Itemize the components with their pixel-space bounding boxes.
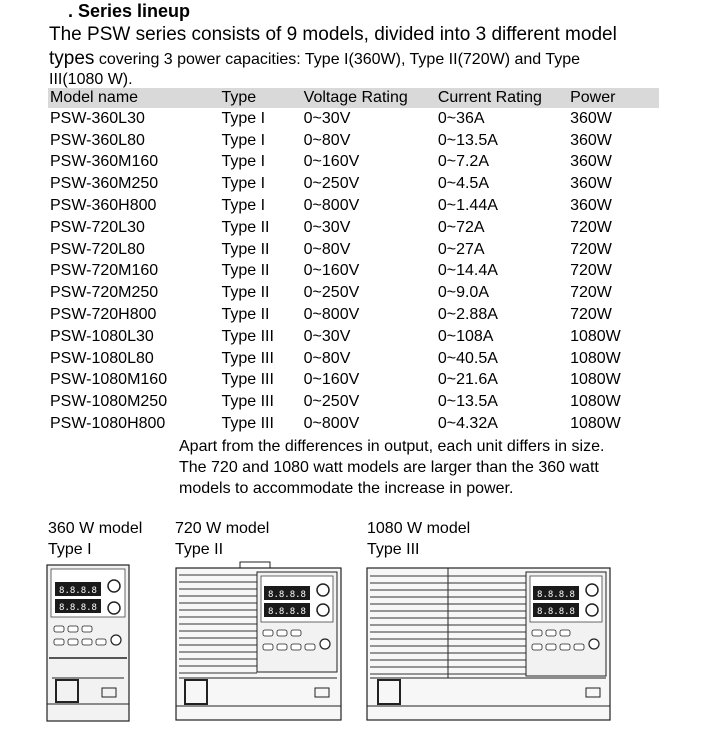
model-name-cell: PSW-360M250 [50,175,159,193]
current-rating-cell: 0~7.2A [437,153,489,171]
model-name-cell: PSW-360M160 [50,153,159,171]
note-line: Apart from the differences in output, each unit differs in size. [179,438,605,455]
type-cell: Type II [221,240,270,258]
power-cell: 360W [570,153,612,171]
type-cell: Type II [221,306,270,324]
power-cell: 1080W [570,371,621,389]
type-cell: Type III [221,349,274,367]
header-current-rating: Current Rating [437,89,542,106]
model-type-label: Type III [367,541,420,558]
type-cell: Type II [221,218,270,236]
type-cell: Type III [221,415,274,433]
table-header-row [48,88,659,108]
voltage-rating-cell: 0~160V [303,153,360,171]
intro-line-1: The PSW series consists of 9 models, divided into 3 different model [49,24,617,45]
type-cell: Type III [221,393,274,411]
model-type-label: Type II [175,541,224,558]
type-cell: Type I [221,109,266,127]
svg-text:8.8.8.8: 8.8.8.8 [537,590,575,600]
type-cell: Type II [221,284,270,302]
type-cell: Type I [221,131,266,149]
intro-paragraph [49,23,674,87]
model-name-cell: PSW-720M160 [50,262,159,280]
power-cell: 1080W [570,349,621,367]
voltage-rating-cell: 0~250V [303,393,360,411]
model-name-cell: PSW-360H800 [50,197,157,215]
model-name-cell: PSW-360L80 [50,131,145,149]
model-label-720 [175,518,269,560]
table-row [48,326,659,348]
current-rating-cell: 0~40.5A [437,349,498,367]
model-watt-label: 720 W model [175,520,270,537]
header-power: Power [570,89,616,106]
power-cell: 1080W [570,393,621,411]
type-cell: Type I [221,175,266,193]
lineup-table [48,88,659,435]
note-line: models to accommodate the increase in power. [179,480,514,497]
current-rating-cell: 0~13.5A [437,393,498,411]
voltage-rating-cell: 0~30V [303,218,351,236]
model-name-cell: PSW-1080H800 [50,415,166,433]
type-cell: Type I [221,197,266,215]
power-cell: 360W [570,109,612,127]
voltage-rating-cell: 0~800V [303,306,360,324]
model-name-cell: PSW-1080M250 [50,393,168,411]
power-cell: 720W [570,240,612,258]
current-rating-cell: 0~4.32A [437,415,498,433]
model-watt-label: 360 W model [48,520,143,537]
voltage-rating-cell: 0~160V [303,371,360,389]
type-cell: Type III [221,371,274,389]
voltage-rating-cell: 0~250V [303,175,360,193]
svg-text:8.8.8.8: 8.8.8.8 [268,590,306,600]
power-cell: 1080W [570,327,621,345]
table-row [48,261,659,283]
table-row [48,130,659,152]
table-row [48,348,659,370]
current-rating-cell: 0~1.44A [437,197,498,215]
power-cell: 720W [570,284,612,302]
table-row [48,195,659,217]
power-cell: 360W [570,197,612,215]
intro-line-2-rest: covering 3 power capacities: Type I(360W), Type II(720W) and Type [94,51,580,68]
current-rating-cell: 0~21.6A [437,371,498,389]
table-row [48,370,659,392]
table-row [48,108,659,130]
voltage-rating-cell: 0~80V [303,349,351,367]
table-row [48,413,659,435]
size-note [179,436,679,499]
voltage-rating-cell: 0~800V [303,415,360,433]
model-name-cell: PSW-1080M160 [50,371,168,389]
model-name-cell: PSW-720M250 [50,284,159,302]
power-cell: 360W [570,175,612,193]
voltage-rating-cell: 0~80V [303,240,351,258]
model-type-label: Type I [48,541,92,558]
voltage-rating-cell: 0~30V [303,109,351,127]
table-row [48,282,659,304]
current-rating-cell: 0~36A [437,109,485,127]
power-cell: 1080W [570,415,621,433]
table-row [48,173,659,195]
power-cell: 720W [570,218,612,236]
table-row [48,152,659,174]
type-iii-unit-illustration [366,564,611,724]
svg-text:8.8.8.8: 8.8.8.8 [59,586,97,596]
table-row [48,239,659,261]
section-heading: . Series lineup [68,1,191,21]
model-name-cell: PSW-1080L80 [50,349,154,367]
voltage-rating-cell: 0~800V [303,197,360,215]
type-ii-unit-illustration [175,560,342,724]
note-line: The 720 and 1080 watt models are larger than the 360 watt [179,459,599,476]
table-row [48,304,659,326]
power-cell: 360W [570,131,612,149]
svg-text:8.8.8.8: 8.8.8.8 [59,603,97,613]
current-rating-cell: 0~27A [437,240,485,258]
voltage-rating-cell: 0~160V [303,262,360,280]
model-watt-label: 1080 W model [367,520,471,537]
power-cell: 720W [570,306,612,324]
model-label-360 [48,518,142,560]
current-rating-cell: 0~2.88A [437,306,498,324]
current-rating-cell: 0~14.4A [437,262,498,280]
type-i-unit-illustration [46,564,130,724]
header-voltage-rating: Voltage Rating [303,89,408,106]
current-rating-cell: 0~4.5A [437,175,489,193]
voltage-rating-cell: 0~250V [303,284,360,302]
svg-text:8.8.8.8: 8.8.8.8 [268,607,306,617]
intro-line-3: III(1080 W). [49,71,133,88]
current-rating-cell: 0~72A [437,218,485,236]
current-rating-cell: 0~108A [437,327,494,345]
voltage-rating-cell: 0~30V [303,327,351,345]
voltage-rating-cell: 0~80V [303,131,351,149]
model-name-cell: PSW-360L30 [50,109,145,127]
type-cell: Type III [221,327,274,345]
model-name-cell: PSW-720L30 [50,218,145,236]
model-label-1080 [367,518,470,560]
current-rating-cell: 0~13.5A [437,131,498,149]
type-cell: Type I [221,153,266,171]
svg-text:8.8.8.8: 8.8.8.8 [537,607,575,617]
current-rating-cell: 0~9.0A [437,284,489,302]
intro-line-2-types: types [49,48,95,69]
model-name-cell: PSW-1080L30 [50,327,154,345]
table-row [48,217,659,239]
table-row [48,391,659,413]
header-model-name: Model name [50,89,139,106]
power-cell: 720W [570,262,612,280]
type-cell: Type II [221,262,270,280]
model-name-cell: PSW-720H800 [50,306,157,324]
header-type: Type [221,89,257,106]
model-name-cell: PSW-720L80 [50,240,145,258]
